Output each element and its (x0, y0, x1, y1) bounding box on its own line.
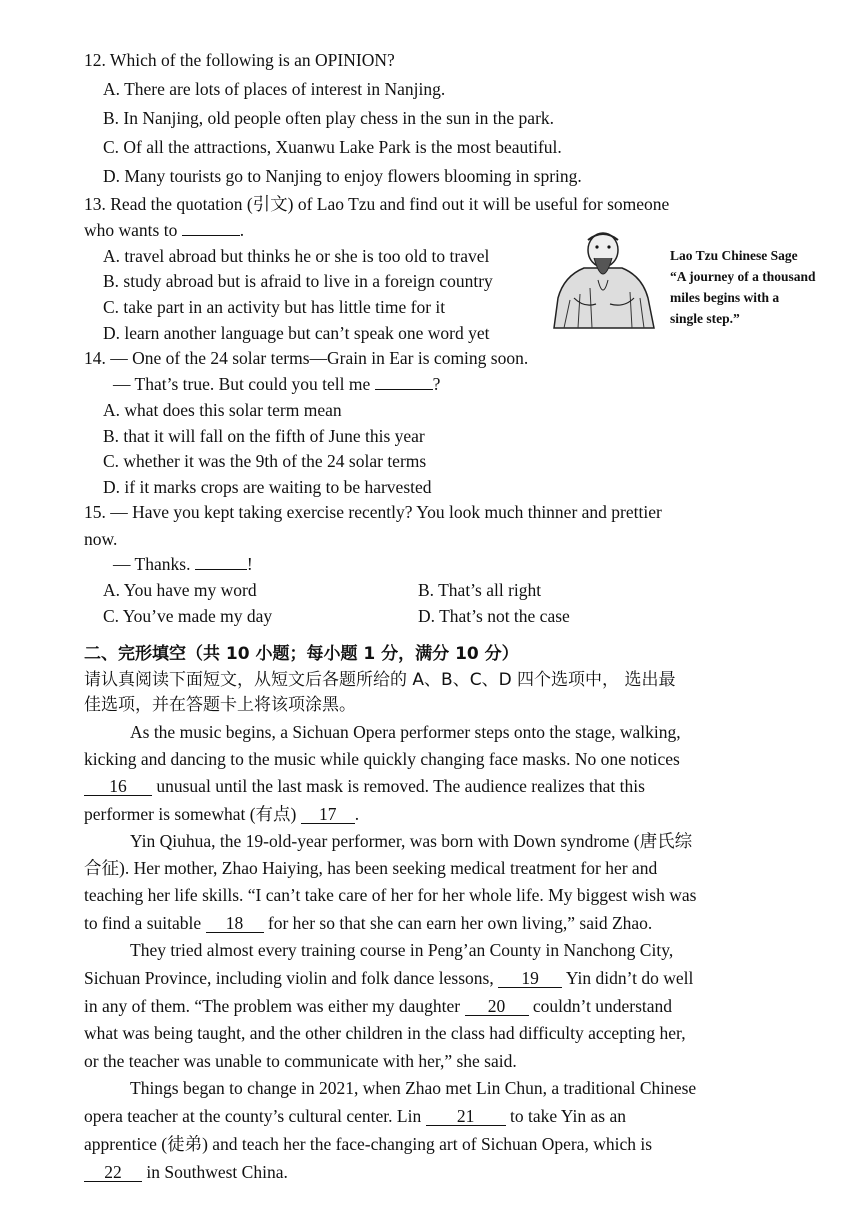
blank-17: 17 (301, 805, 355, 824)
blank-16: 16 (84, 777, 152, 796)
q15-reply-text: — Thanks. (113, 554, 191, 574)
q13-answer-blank (182, 235, 240, 236)
passage-p2-line4 (84, 912, 652, 934)
blank-22: 22 (84, 1163, 142, 1182)
passage-p3-line4: what was being taught, and the other children in the class had difficulty accepting her, (84, 1023, 686, 1043)
passage-p4-line2 (84, 1105, 626, 1127)
passage-p2-line3: teaching her life skills. “I can’t take care of her for her whole life. My biggest wish was (84, 885, 697, 905)
passage-p3-line3 (84, 995, 672, 1017)
section2-instruction-line1: 请认真阅读下面短文，从短文后各题所给的 A、B、C、D 四个选项中， 选出最 (84, 670, 676, 690)
passage-p4-line2-text: opera teacher at the county’s cultural center. Lin (84, 1106, 422, 1126)
q12-option-d: D. Many tourists go to Nanjing to enjoy flowers blooming in spring. (103, 166, 582, 186)
q12-option-c: C. Of all the attractions, Xuanwu Lake Park is the most beautiful. (103, 137, 562, 157)
passage-p3-line2-text: Sichuan Province, including violin and folk dance lessons, (84, 968, 494, 988)
q14-option-b: B. that it will fall on the fifth of June this year (103, 426, 425, 446)
caption-quote-line3: single step.” (670, 311, 740, 326)
passage-p1-line4-end: . (354, 804, 360, 824)
passage-p3-line3-rest: couldn’t understand (532, 996, 673, 1016)
passage-p1-line3-text: unusual until the last mask is removed. The audience realizes that this (156, 776, 645, 796)
passage-p3-line3-text: in any of them. “The problem was either my daughter (84, 996, 461, 1016)
q15-option-c: C. You’ve made my day (103, 606, 273, 626)
q15-reply-end: ! (246, 554, 253, 574)
q13-option-b: B. study abroad but is afraid to live in a foreign country (103, 271, 493, 291)
q15-option-d: D. That’s not the case (418, 606, 570, 626)
passage-p1-line1: As the music begins, a Sichuan Opera performer steps onto the stage, walking, (130, 722, 681, 742)
blank-21: 21 (426, 1107, 506, 1126)
passage-p2-line2: 合征). Her mother, Zhao Haiying, has been seeking medical treatment for her and (84, 858, 658, 878)
q13-stem-line1: 13. Read the quotation (引文) of Lao Tzu and find out it will be useful for someone (84, 194, 670, 214)
q14-option-d: D. if it marks crops are waiting to be harvested (103, 477, 432, 497)
passage-p2-line4-text: to find a suitable (84, 913, 202, 933)
passage-p4-line4 (84, 1161, 288, 1183)
q14-stem: 14. — One of the 24 solar terms—Grain in Ear is coming soon. (84, 348, 529, 368)
q14-answer-blank (375, 389, 433, 390)
passage-p1-line4-text: performer is somewhat (有点) (84, 804, 297, 824)
q12-option-b: B. In Nanjing, old people often play chess in the sun in the park. (103, 108, 555, 128)
q14-reply-text: — That’s true. But could you tell me (113, 374, 371, 394)
q13-option-a: A. travel abroad but thinks he or she is too old to travel (103, 246, 490, 266)
passage-p2-line4-rest: for her so that she can earn her own living,” said Zhao. (267, 913, 653, 933)
section2-heading: 二、完形填空（共 10 小题；每小题 1 分，满分 10 分） (84, 644, 519, 664)
q13-stem-text: who wants to (84, 220, 178, 240)
passage-p3-line5: or the teacher was unable to communicate with her,” she said. (84, 1051, 517, 1071)
passage-p3-line2-rest: Yin didn’t do well (565, 968, 694, 988)
passage-p4-line2-rest: to take Yin as an (509, 1106, 626, 1126)
q15-answer-blank (195, 569, 247, 570)
q15-option-a: A. You have my word (103, 580, 257, 600)
q15-option-b: B. That’s all right (418, 580, 542, 600)
q12-stem: 12. Which of the following is an OPINION? (84, 50, 395, 70)
caption-title: Lao Tzu Chinese Sage (670, 248, 798, 263)
q14-reply-line (113, 373, 440, 395)
q15-stem-line2: now. (84, 529, 118, 549)
q14-reply-end: ? (432, 374, 441, 394)
blank-18: 18 (206, 914, 264, 933)
blank-19: 19 (498, 969, 562, 988)
passage-p3-line2 (84, 967, 693, 989)
q14-option-c: C. whether it was the 9th of the 24 solar terms (103, 451, 427, 471)
q13-stem-line2: who wants to . (84, 220, 245, 240)
section2-instruction-line2: 佳选项，并在答题卡上将该项涂黑。 (84, 695, 356, 715)
passage-p1-line2: kicking and dancing to the music while quickly changing face masks. No one notices (84, 749, 680, 769)
caption-quote-line1: “A journey of a thousand (670, 269, 816, 284)
q12-option-a: A. There are lots of places of interest in Nanjing. (103, 79, 446, 99)
passage-p4-line3: apprentice (徒弟) and teach her the face-changing art of Sichuan Opera, which is (84, 1134, 653, 1154)
q13-option-d: D. learn another language but can’t speak one word yet (103, 323, 490, 343)
passage-p3-line1: They tried almost every training course in Peng’an County in Nanchong City, (130, 940, 674, 960)
q15-reply-line (113, 553, 253, 575)
passage-p1-line4 (84, 803, 359, 825)
passage-p1-line3 (84, 775, 645, 797)
lao-tzu-illustration (544, 228, 662, 330)
passage-p4-line1: Things began to change in 2021, when Zhao met Lin Chun, a traditional Chinese (130, 1078, 697, 1098)
passage-p2-line1: Yin Qiuhua, the 19-old-year performer, was born with Down syndrome (唐氏综 (130, 831, 693, 851)
passage-p4-line4-text: in Southwest China. (146, 1162, 288, 1182)
blank-20: 20 (465, 997, 529, 1016)
lao-tzu-caption (670, 245, 860, 329)
caption-quote-line2: miles begins with a (670, 290, 780, 305)
q13-option-c: C. take part in an activity but has little time for it (103, 297, 446, 317)
q15-stem-line1: 15. — Have you kept taking exercise recently? You look much thinner and prettier (84, 502, 662, 522)
q14-option-a: A. what does this solar term mean (103, 400, 342, 420)
